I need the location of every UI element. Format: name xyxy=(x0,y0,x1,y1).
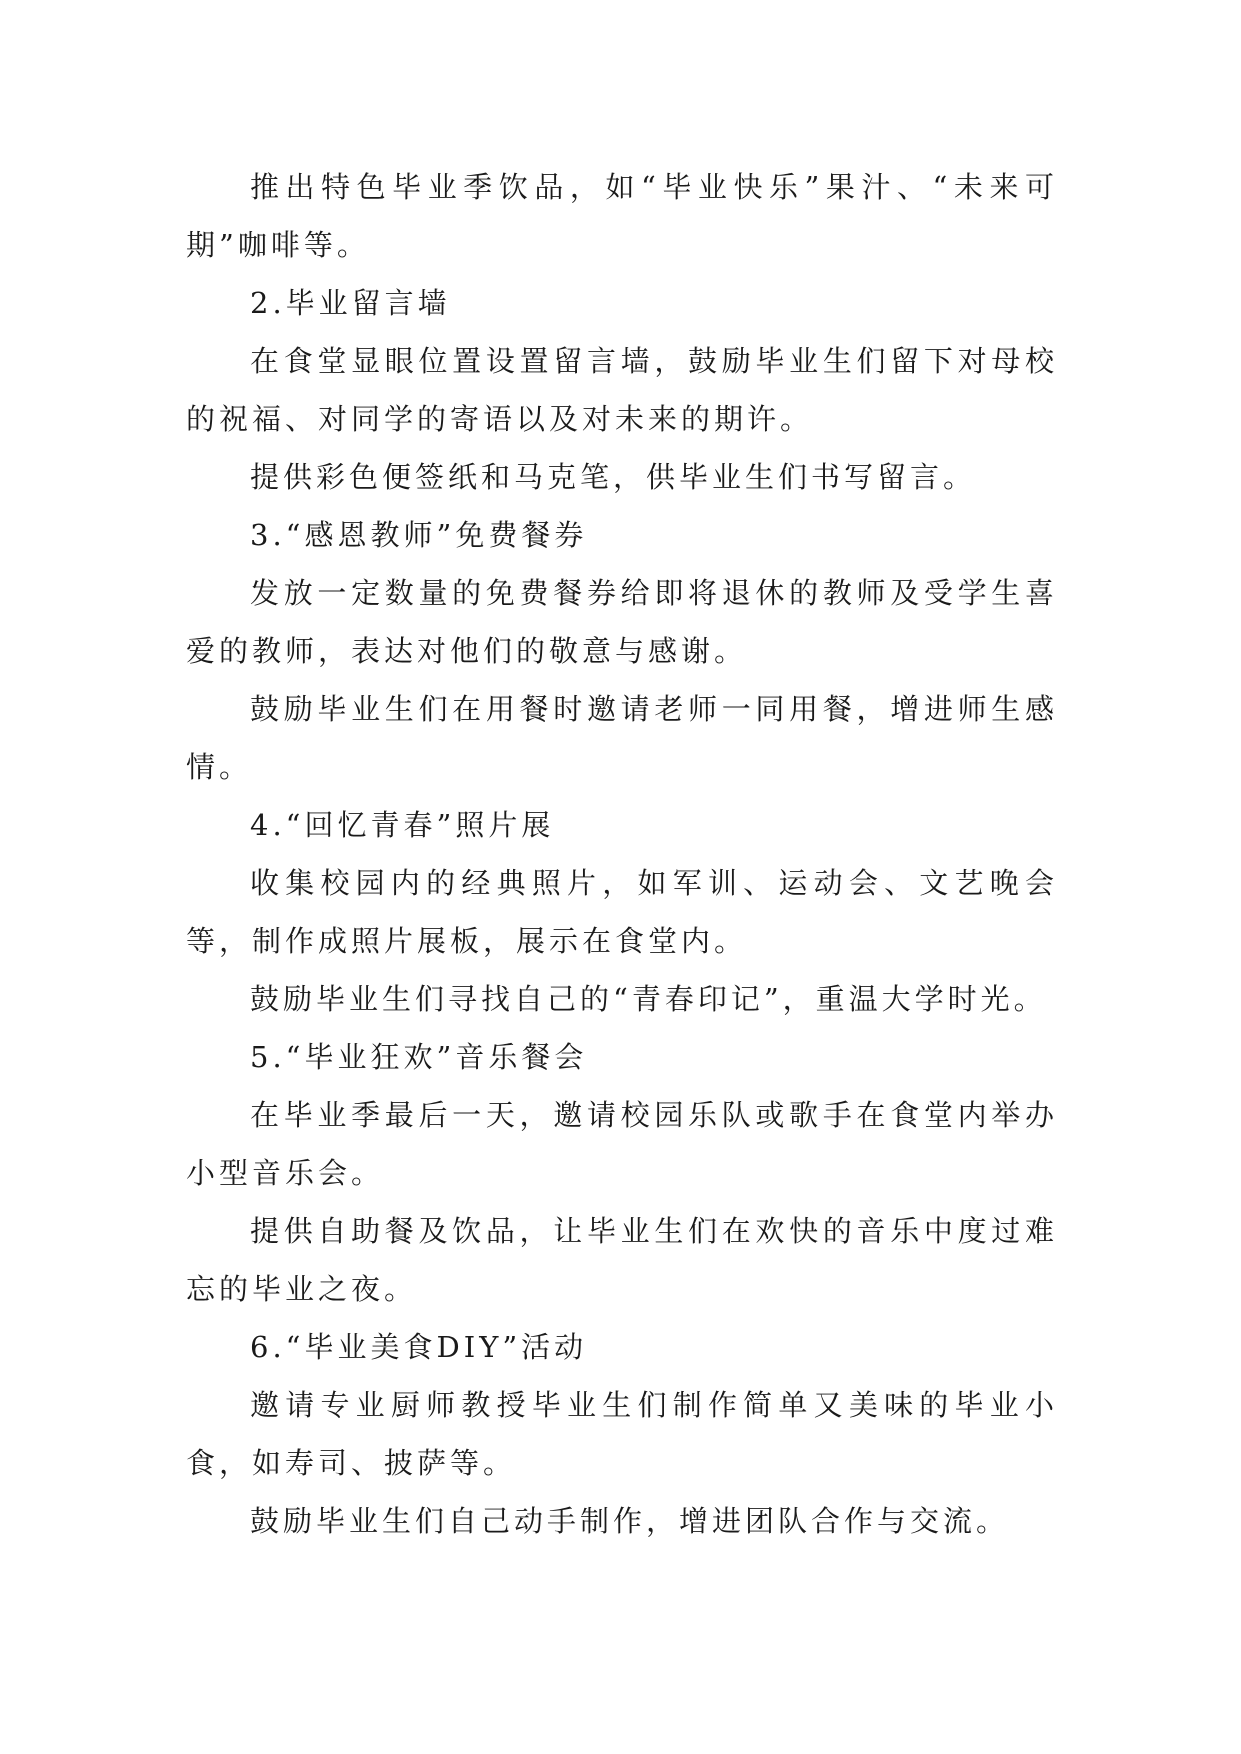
heading-food-diy: 6.“毕业美食DIY”活动 xyxy=(250,1330,588,1364)
document-body xyxy=(186,158,1058,1550)
paragraph-youth-memories: 鼓励毕业生们寻找自己的“青春印记”，重温大学时光。 xyxy=(250,982,1047,1016)
paragraph-photo-exhibition: 收集校园内的经典照片，如军训、运动会、文艺晚会等，制作成照片展板，展示在食堂内。 xyxy=(186,866,1058,958)
paragraph-message-wall: 在食堂显眼位置设置留言墙，鼓励毕业生们留下对母校的祝福、对同学的寄语以及对未来的期许。 xyxy=(186,344,1058,436)
paragraph-music-party: 在毕业季最后一天，邀请校园乐队或歌手在食堂内举办小型音乐会。 xyxy=(186,1098,1058,1190)
paragraph-sticky-notes: 提供彩色便签纸和马克笔，供毕业生们书写留言。 xyxy=(250,460,977,494)
paragraph-buffet: 提供自助餐及饮品，让毕业生们在欢快的音乐中度过难忘的毕业之夜。 xyxy=(186,1214,1058,1306)
heading-photo-exhibition: 4.“回忆青春”照片展 xyxy=(250,808,555,842)
paragraph-meal-vouchers: 发放一定数量的免费餐券给即将退休的教师及受学生喜爱的教师，表达对他们的敬意与感谢。 xyxy=(186,576,1058,668)
heading-message-wall: 2.毕业留言墙 xyxy=(250,286,451,320)
heading-meal-vouchers: 3.“感恩教师”免费餐券 xyxy=(250,518,588,552)
paragraph-teamwork: 鼓励毕业生们自己动手制作，增进团队合作与交流。 xyxy=(250,1504,1010,1538)
paragraph-drinks: 推出特色毕业季饮品，如“毕业快乐”果汁、“未来可期”咖啡等。 xyxy=(186,170,1058,262)
paragraph-invite-teachers: 鼓励毕业生们在用餐时邀请老师一同用餐，增进师生感情。 xyxy=(186,692,1058,784)
paragraph-food-diy: 邀请专业厨师教授毕业生们制作简单又美味的毕业小食，如寿司、披萨等。 xyxy=(186,1388,1058,1480)
heading-music-party: 5.“毕业狂欢”音乐餐会 xyxy=(250,1040,588,1074)
